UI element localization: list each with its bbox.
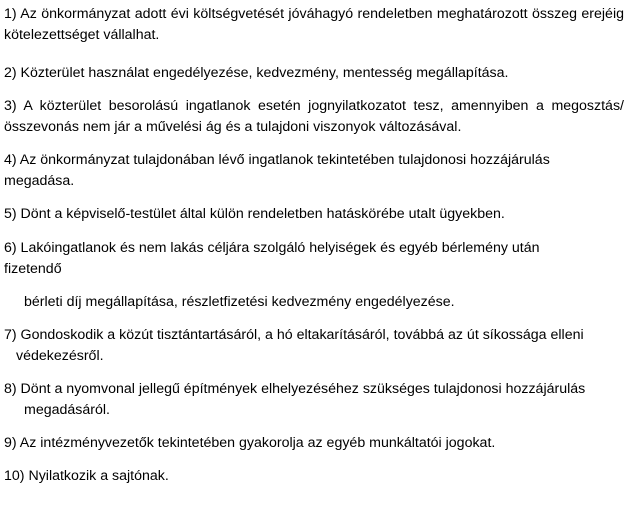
paragraph-9: 9) Az intézményvezetők tekintetében gyakorolja az egyéb munkáltatói jogokat.	[4, 435, 496, 451]
paragraph-6-continuation: bérleti díj megállapítása, részletfizetési kedvezmény engedélyezése.	[24, 294, 455, 310]
paragraph-6: 6) Lakóingatlanok és nem lakás céljára szolgáló helyiségek és egyéb bérlemény után fizetendő	[4, 240, 540, 277]
paragraph-2: 2) Közterület használat engedélyezése, kedvezmény, mentesség megállapítása.	[4, 65, 509, 81]
paragraph-1: 1) Az önkormányzat adott évi költségvetését jóváhagyó rendeletben meghatározott összeg erejéig kötelezettséget vállalhat.	[4, 6, 624, 43]
paragraph-4: 4) Az önkormányzat tulajdonában lévő ingatlanok tekintetében tulajdonosi hozzájárulás megadása.	[4, 152, 550, 189]
paragraph-7: 7) Gondoskodik a közút tisztántartásáról, a hó eltakarításáról, továbbá az út síkossága elleni védekezésről.	[4, 327, 584, 364]
paragraph-5: 5) Dönt a képviselő-testület által külön rendeletben hatáskörébe utalt ügyekben.	[4, 206, 505, 222]
paragraph-10: 10) Nyilatkozik a sajtónak.	[4, 468, 169, 484]
paragraph-3: 3) A közterület besorolású ingatlanok esetén jognyilatkozatot tesz, amennyiben a megosztás/összevonás nem jár a művelési ág és a tulajdoni viszonyok változásával.	[4, 98, 624, 135]
paragraph-8: 8) Dönt a nyomvonal jellegű építmények elhelyezéséhez szükséges tulajdonosi hozzájárulás megadásáról.	[4, 381, 586, 418]
